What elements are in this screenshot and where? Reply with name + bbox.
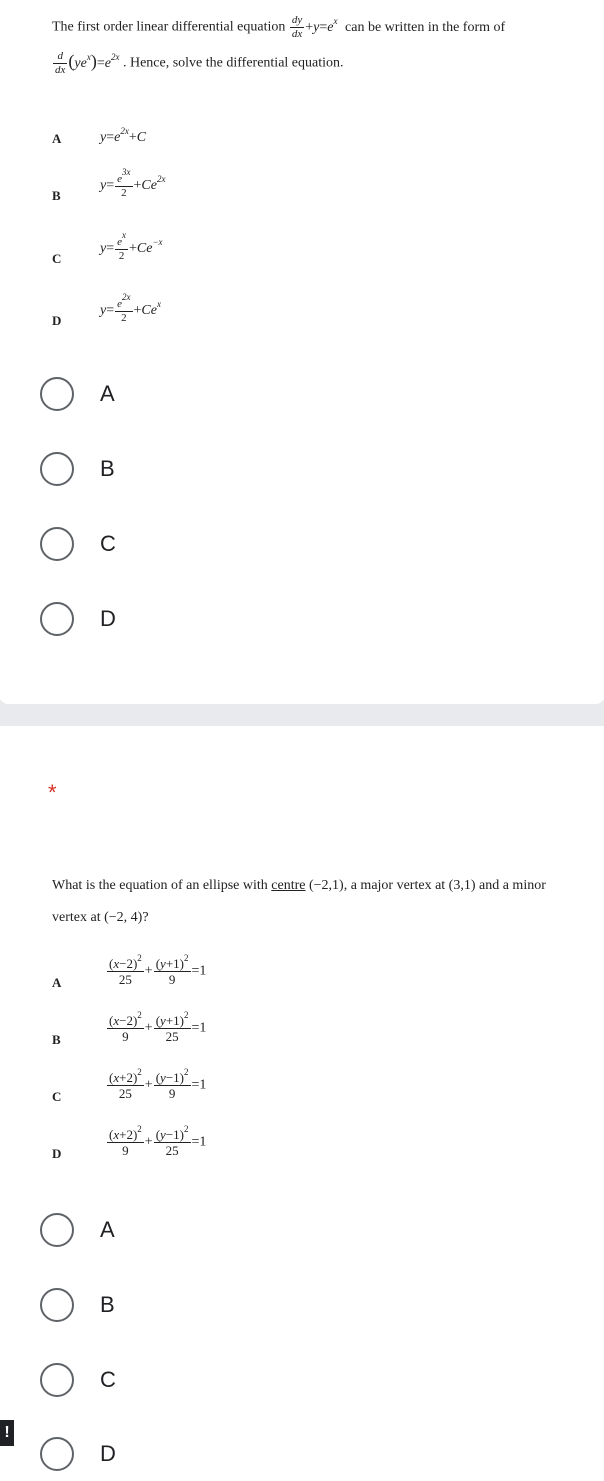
question-1-text-part2: can be written in the form of [345, 19, 506, 35]
question-2-minor-point: (−2, 4) [104, 910, 143, 925]
alert-icon[interactable]: ! [0, 1420, 14, 1446]
radio-label: B [100, 1292, 115, 1317]
question-2-text-line2 [52, 908, 149, 928]
question-2-option-c-formula: $\frac{(x+2)^2}{25}$ + $\frac{(y-1)^2}{9}$ =1 [109, 1067, 207, 1101]
question-1-option-a [52, 130, 61, 148]
option-letter: B [52, 1032, 61, 1047]
question-1-option-d [52, 312, 61, 330]
question-1-option-a-formula: $y=e^{2x}+C$ [100, 126, 147, 145]
radio-circle[interactable] [40, 377, 74, 411]
question-1-text-part3: . Hence, solve the differential equation. [122, 55, 344, 71]
question-2-option-b-formula: $\frac{(x-2)^2}{9}$ + $\frac{(y+1)^2}{25}$ =1 [109, 1010, 207, 1044]
radio-circle[interactable] [40, 1213, 74, 1247]
required-asterisk: * [48, 780, 57, 805]
question-2-radio-a[interactable] [40, 1210, 115, 1250]
option-letter: C [52, 1089, 62, 1104]
question-1-option-c-formula: y= $\frac{e^x}{2}$ $+Ce^{-x}$ [100, 230, 163, 262]
question-1-text [52, 14, 505, 41]
option-letter: D [52, 1146, 62, 1161]
question-1-radio-b[interactable] [40, 449, 115, 489]
option-letter: D [52, 313, 62, 328]
radio-circle[interactable] [40, 452, 74, 486]
radio-label: D [100, 606, 116, 631]
radio-label: A [100, 1217, 115, 1242]
radio-circle[interactable] [40, 1437, 74, 1471]
question-1-option-b [52, 187, 61, 205]
radio-label: D [100, 1441, 116, 1466]
question-1-derivative-form: $\frac{d}{dx}$ $(ye^x)=e^{2x}$ [55, 50, 120, 76]
question-1-radio-a[interactable] [40, 374, 115, 414]
question-2-text-part3: and a minor [479, 878, 546, 893]
question-2-text-part1: What is the equation of an ellipse with [52, 878, 268, 893]
question-1-option-b-formula: y= $\frac{e^{3x}}{2}$ $+Ce^{2x}$ [100, 167, 166, 199]
radio-label: B [100, 456, 115, 481]
question-2-option-b [52, 1031, 61, 1049]
question-2-question-mark: ? [142, 910, 149, 925]
question-1-equation: $\frac{dy}{dx}$ $+y=e^x$ [291, 14, 338, 40]
radio-label: C [100, 1367, 116, 1392]
question-1-radio-c[interactable] [40, 524, 116, 564]
question-1-radio-d[interactable] [40, 599, 116, 639]
question-2-option-a-formula: $\frac{(x-2)^2}{25}$ + $\frac{(y+1)^2}{9}$ =1 [109, 953, 207, 987]
radio-circle[interactable] [40, 602, 74, 636]
radio-circle[interactable] [40, 527, 74, 561]
question-2-text-part2: , a major vertex at [343, 878, 446, 893]
option-letter: B [52, 188, 61, 203]
question-2-text-part4: vertex at [52, 910, 101, 925]
question-1-option-c [52, 250, 61, 268]
option-letter: A [52, 131, 62, 146]
question-2-radio-d[interactable] [40, 1434, 116, 1474]
radio-label: A [100, 381, 115, 406]
question-2-radio-b[interactable] [40, 1285, 115, 1325]
question-2-radio-c[interactable] [40, 1360, 116, 1400]
question-1-text-part1: The first order linear differential equation [52, 19, 286, 35]
card-bottom-edge [0, 696, 604, 704]
radio-circle[interactable] [40, 1288, 74, 1322]
question-1-option-d-formula: y= $\frac{e^{2x}}{2}$ $+Ce^x$ [100, 292, 161, 324]
question-2-option-d-formula: $\frac{(x+2)^2}{9}$ + $\frac{(y-1)^2}{25}$ =1 [109, 1124, 207, 1158]
question-2-centre-word: centre [271, 878, 306, 893]
radio-circle[interactable] [40, 1363, 74, 1397]
radio-label: C [100, 531, 116, 556]
question-2-centre-point: (−2,1) [308, 878, 344, 893]
question-2-option-c [52, 1088, 61, 1106]
option-letter: C [52, 251, 62, 266]
question-2-major-point: (3,1) [448, 878, 476, 893]
question-1-text-line2 [52, 50, 344, 77]
option-letter: A [52, 975, 62, 990]
question-2-text [52, 876, 546, 896]
question-2-option-a [52, 974, 61, 992]
question-2-option-d [52, 1145, 61, 1163]
